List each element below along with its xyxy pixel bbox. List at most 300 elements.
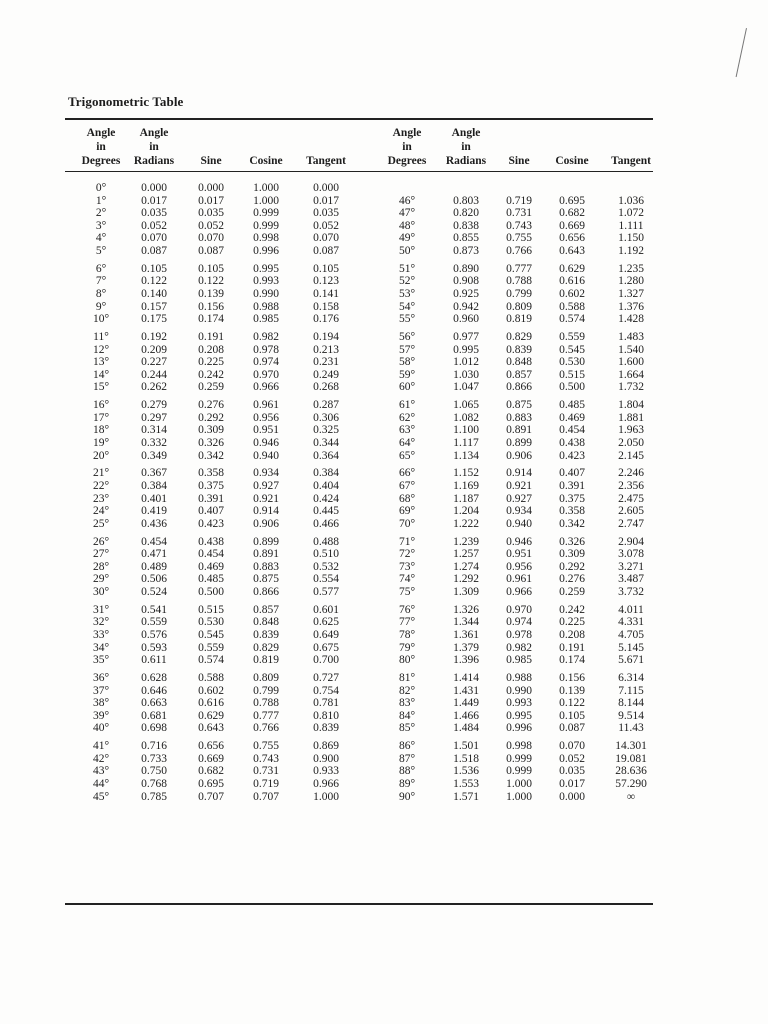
right-cell-r4-c2: 0.766 <box>506 245 532 257</box>
right-cell-r17-c0: 63° <box>398 424 416 437</box>
left-cell-r45-c2: 0.707 <box>198 790 224 803</box>
left-cell-r14-c1: 0.244 <box>141 368 167 381</box>
left-cell-r25-c1: 0.436 <box>141 517 167 530</box>
left-cell-r6-c0: 6° <box>95 262 107 275</box>
left-header-1-line: in <box>149 141 159 153</box>
left-cell-r14-c4: 0.249 <box>313 368 339 381</box>
right-cell-r35-c0: 81° <box>398 672 416 684</box>
left-cell-r8-c1: 0.140 <box>141 288 167 300</box>
right-cell-r41-c2: 0.999 <box>506 752 532 765</box>
right-cell-r5-c3: 0.629 <box>559 262 585 275</box>
left-cell-r24-c0: 24° <box>92 505 110 518</box>
left-cell-r10-c1: 0.175 <box>141 313 167 326</box>
right-cell-r4-c1: 0.873 <box>453 245 479 257</box>
left-cell-r21-c1: 0.367 <box>141 467 167 480</box>
right-cell-r41-c3: 0.052 <box>559 752 585 765</box>
right-cell-r7-c4: 1.327 <box>618 288 644 300</box>
left-cell-r17-c4: 0.306 <box>313 411 339 424</box>
left-cell-r4-c3: 0.998 <box>253 232 279 245</box>
left-cell-r29-c3: 0.875 <box>253 573 279 586</box>
left-cell-r18-c4: 0.325 <box>313 424 339 437</box>
left-header-0-line: Degrees <box>81 155 121 167</box>
right-cell-r38-c4: 9.514 <box>618 709 644 722</box>
left-cell-r41-c3: 0.755 <box>253 740 279 753</box>
left-cell-r38-c3: 0.788 <box>253 697 279 710</box>
left-cell-r45-c0: 45° <box>92 790 110 803</box>
right-cell-r24-c1: 1.222 <box>453 517 479 530</box>
left-cell-r5-c4: 0.087 <box>313 245 339 257</box>
left-cell-r31-c0: 31° <box>92 603 110 616</box>
right-cell-r44-c4: ∞ <box>626 790 636 803</box>
right-cell-r34-c0: 80° <box>398 654 416 667</box>
left-cell-r2-c3: 0.999 <box>253 207 279 220</box>
left-cell-r23-c4: 0.424 <box>313 492 339 505</box>
right-cell-r0-c4: 1.036 <box>618 194 644 207</box>
right-cell-r23-c4: 2.605 <box>618 505 644 518</box>
left-cell-r37-c1: 0.646 <box>141 684 167 697</box>
bottom-rule <box>65 903 653 905</box>
left-cell-r30-c1: 0.524 <box>141 586 167 598</box>
left-cell-r34-c3: 0.829 <box>253 641 279 654</box>
left-cell-r30-c0: 30° <box>92 586 110 598</box>
left-cell-r31-c1: 0.541 <box>141 603 167 616</box>
left-cell-r32-c4: 0.625 <box>313 616 339 629</box>
right-cell-r25-c3: 0.326 <box>559 535 585 548</box>
right-cell-r18-c4: 2.050 <box>618 437 644 449</box>
left-cell-r15-c0: 15° <box>92 381 110 394</box>
left-header-0 <box>71 126 131 168</box>
left-cell-r13-c4: 0.231 <box>313 356 339 369</box>
left-cell-r5-c0: 5° <box>95 245 107 257</box>
right-cell-r2-c1: 0.838 <box>453 219 479 232</box>
left-cell-r31-c3: 0.857 <box>253 603 279 616</box>
right-cell-r34-c1: 1.396 <box>453 654 479 667</box>
left-cell-r9-c4: 0.158 <box>313 300 339 313</box>
left-cell-r12-c0: 12° <box>92 343 110 356</box>
right-cell-r9-c0: 55° <box>398 313 416 326</box>
right-cell-r19-c1: 1.134 <box>453 449 479 462</box>
right-cell-r44-c1: 1.571 <box>453 790 479 803</box>
right-cell-r24-c2: 0.940 <box>506 517 532 530</box>
right-cell-r19-c4: 2.145 <box>618 449 644 462</box>
right-cell-r26-c0: 72° <box>398 548 416 561</box>
right-cell-r39-c1: 1.484 <box>453 722 479 735</box>
right-cell-r37-c3: 0.122 <box>559 697 585 710</box>
right-cell-r35-c4: 6.314 <box>618 672 644 684</box>
left-cell-r45-c3: 0.707 <box>253 790 279 803</box>
right-cell-r18-c1: 1.117 <box>453 437 479 449</box>
left-cell-r1-c2: 0.017 <box>198 194 224 207</box>
left-cell-r12-c3: 0.978 <box>253 343 279 356</box>
left-cell-r44-c0: 44° <box>92 778 110 790</box>
right-cell-r20-c0: 66° <box>398 467 416 480</box>
left-cell-r37-c4: 0.754 <box>313 684 339 697</box>
left-cell-r20-c2: 0.342 <box>198 449 224 462</box>
header-rule <box>65 171 653 172</box>
left-cell-r3-c1: 0.052 <box>141 219 167 232</box>
left-cell-r39-c1: 0.681 <box>141 709 167 722</box>
right-cell-r26-c2: 0.951 <box>506 548 532 561</box>
right-cell-r36-c1: 1.431 <box>453 684 479 697</box>
left-cell-r5-c3: 0.996 <box>253 245 279 257</box>
left-cell-r1-c4: 0.017 <box>313 194 339 207</box>
left-cell-r15-c4: 0.268 <box>313 381 339 394</box>
left-cell-r14-c3: 0.970 <box>253 368 279 381</box>
right-cell-r40-c3: 0.070 <box>559 740 585 753</box>
left-cell-r34-c2: 0.559 <box>198 641 224 654</box>
right-cell-r9-c2: 0.819 <box>506 313 532 326</box>
right-cell-r7-c3: 0.602 <box>559 288 585 300</box>
right-cell-r21-c1: 1.169 <box>453 480 479 492</box>
left-cell-r11-c0: 11° <box>93 331 109 343</box>
left-cell-r41-c1: 0.716 <box>141 740 167 753</box>
left-cell-r23-c0: 23° <box>92 492 110 505</box>
right-cell-r35-c3: 0.156 <box>559 672 585 684</box>
left-cell-r37-c2: 0.602 <box>198 684 224 697</box>
right-cell-r3-c3: 0.656 <box>559 232 585 245</box>
left-cell-r0-c1: 0.000 <box>141 182 167 194</box>
right-cell-r31-c0: 77° <box>398 616 416 629</box>
left-cell-r15-c3: 0.966 <box>253 381 279 394</box>
right-cell-r30-c0: 76° <box>398 603 416 616</box>
left-cell-r44-c2: 0.695 <box>198 778 224 790</box>
right-cell-r19-c3: 0.423 <box>559 449 585 462</box>
left-cell-r36-c1: 0.628 <box>141 672 167 684</box>
left-header-0-line: in <box>96 141 106 153</box>
right-cell-r37-c4: 8.144 <box>618 697 644 710</box>
left-cell-r0-c0: 0° <box>95 182 107 194</box>
right-header-1 <box>438 126 494 168</box>
left-cell-r27-c4: 0.510 <box>313 548 339 561</box>
right-cell-r3-c1: 0.855 <box>453 232 479 245</box>
right-cell-r30-c2: 0.970 <box>506 603 532 616</box>
right-cell-r12-c1: 1.012 <box>453 356 479 369</box>
right-cell-r2-c2: 0.743 <box>506 219 532 232</box>
right-header-4 <box>603 154 659 168</box>
left-cell-r35-c1: 0.611 <box>141 654 167 667</box>
left-cell-r12-c2: 0.208 <box>198 343 224 356</box>
right-cell-r35-c2: 0.988 <box>506 672 532 684</box>
left-cell-r16-c2: 0.276 <box>198 399 224 412</box>
right-cell-r26-c3: 0.309 <box>559 548 585 561</box>
right-cell-r31-c1: 1.344 <box>453 616 479 629</box>
left-cell-r7-c4: 0.123 <box>313 275 339 288</box>
right-cell-r7-c0: 53° <box>398 288 416 300</box>
right-cell-r33-c0: 79° <box>398 641 416 654</box>
left-cell-r36-c0: 36° <box>92 672 110 684</box>
right-cell-r16-c3: 0.469 <box>559 411 585 424</box>
right-cell-r24-c4: 2.747 <box>618 517 644 530</box>
left-cell-r21-c3: 0.934 <box>253 467 279 480</box>
left-cell-r43-c4: 0.933 <box>313 765 339 778</box>
right-cell-r27-c3: 0.292 <box>559 560 585 573</box>
right-cell-r33-c4: 5.145 <box>618 641 644 654</box>
left-cell-r21-c2: 0.358 <box>198 467 224 480</box>
right-cell-r21-c3: 0.391 <box>559 480 585 492</box>
left-header-1 <box>126 126 182 168</box>
right-cell-r42-c4: 28.636 <box>615 765 647 778</box>
left-cell-r7-c1: 0.122 <box>141 275 167 288</box>
left-cell-r17-c3: 0.956 <box>253 411 279 424</box>
left-cell-r2-c4: 0.035 <box>313 207 339 220</box>
right-cell-r22-c2: 0.927 <box>506 492 532 505</box>
right-cell-r26-c4: 3.078 <box>618 548 644 561</box>
left-header-3-line: Cosine <box>249 155 283 167</box>
right-cell-r38-c3: 0.105 <box>559 709 585 722</box>
right-cell-r16-c4: 1.881 <box>618 411 644 424</box>
left-cell-r8-c2: 0.139 <box>198 288 224 300</box>
right-cell-r25-c0: 71° <box>398 535 416 548</box>
left-cell-r4-c0: 4° <box>95 232 107 245</box>
right-header-0 <box>377 126 437 168</box>
left-cell-r10-c3: 0.985 <box>253 313 279 326</box>
left-cell-r26-c4: 0.488 <box>313 535 339 548</box>
right-cell-r34-c4: 5.671 <box>618 654 644 667</box>
right-cell-r41-c0: 87° <box>398 752 416 765</box>
top-rule <box>65 118 653 120</box>
left-cell-r23-c3: 0.921 <box>253 492 279 505</box>
right-cell-r19-c0: 65° <box>398 449 416 462</box>
left-cell-r13-c2: 0.225 <box>198 356 224 369</box>
left-header-0-line: Angle <box>86 127 116 139</box>
right-cell-r43-c1: 1.553 <box>453 778 479 790</box>
right-cell-r15-c1: 1.065 <box>453 399 479 412</box>
right-cell-r4-c4: 1.192 <box>618 245 644 257</box>
right-cell-r32-c2: 0.978 <box>506 629 532 641</box>
left-cell-r13-c3: 0.974 <box>253 356 279 369</box>
right-cell-r15-c4: 1.804 <box>618 399 644 412</box>
right-cell-r33-c3: 0.191 <box>559 641 585 654</box>
right-cell-r3-c2: 0.755 <box>506 232 532 245</box>
right-cell-r21-c4: 2.356 <box>618 480 644 492</box>
left-cell-r29-c4: 0.554 <box>313 573 339 586</box>
right-cell-r2-c0: 48° <box>398 219 416 232</box>
right-cell-r27-c2: 0.956 <box>506 560 532 573</box>
left-cell-r40-c0: 40° <box>92 722 110 735</box>
left-cell-r25-c4: 0.466 <box>313 517 339 530</box>
left-cell-r24-c4: 0.445 <box>313 505 339 518</box>
left-cell-r40-c3: 0.766 <box>253 722 279 735</box>
left-cell-r4-c1: 0.070 <box>141 232 167 245</box>
left-cell-r16-c1: 0.279 <box>141 399 167 412</box>
left-cell-r26-c2: 0.438 <box>198 535 224 548</box>
right-cell-r1-c2: 0.731 <box>506 207 532 220</box>
left-cell-r20-c4: 0.364 <box>313 449 339 462</box>
right-cell-r43-c0: 89° <box>398 778 416 790</box>
left-cell-r3-c4: 0.052 <box>313 219 339 232</box>
left-cell-r19-c0: 19° <box>92 437 110 449</box>
right-cell-r13-c2: 0.857 <box>506 368 532 381</box>
left-cell-r25-c3: 0.906 <box>253 517 279 530</box>
right-cell-r20-c2: 0.914 <box>506 467 532 480</box>
left-cell-r11-c2: 0.191 <box>198 331 224 343</box>
left-cell-r4-c2: 0.070 <box>198 232 224 245</box>
left-cell-r44-c3: 0.719 <box>253 778 279 790</box>
right-cell-r29-c3: 0.259 <box>559 586 585 598</box>
left-cell-r11-c1: 0.192 <box>141 331 167 343</box>
right-cell-r10-c0: 56° <box>398 331 416 343</box>
left-cell-r19-c1: 0.332 <box>141 437 167 449</box>
right-cell-r41-c4: 19.081 <box>615 752 647 765</box>
left-cell-r35-c4: 0.700 <box>313 654 339 667</box>
left-cell-r24-c3: 0.914 <box>253 505 279 518</box>
left-cell-r28-c2: 0.469 <box>198 560 224 573</box>
right-cell-r38-c0: 84° <box>398 709 416 722</box>
left-cell-r28-c4: 0.532 <box>313 560 339 573</box>
right-cell-r6-c3: 0.616 <box>559 275 585 288</box>
left-cell-r25-c0: 25° <box>92 517 110 530</box>
right-cell-r16-c0: 62° <box>398 411 416 424</box>
right-header-3-line: Cosine <box>555 155 589 167</box>
right-cell-r41-c1: 1.518 <box>453 752 479 765</box>
right-cell-r5-c0: 51° <box>398 262 416 275</box>
left-cell-r17-c2: 0.292 <box>198 411 224 424</box>
left-cell-r5-c1: 0.087 <box>141 245 167 257</box>
right-cell-r0-c2: 0.719 <box>506 194 532 207</box>
left-cell-r41-c2: 0.656 <box>198 740 224 753</box>
left-cell-r22-c2: 0.375 <box>198 480 224 492</box>
left-cell-r7-c3: 0.993 <box>253 275 279 288</box>
left-cell-r4-c4: 0.070 <box>313 232 339 245</box>
right-cell-r8-c4: 1.376 <box>618 300 644 313</box>
left-cell-r42-c0: 42° <box>92 752 110 765</box>
right-cell-r23-c0: 69° <box>398 505 416 518</box>
right-cell-r38-c1: 1.466 <box>453 709 479 722</box>
left-cell-r20-c3: 0.940 <box>253 449 279 462</box>
left-cell-r1-c3: 1.000 <box>253 194 279 207</box>
left-cell-r0-c2: 0.000 <box>198 182 224 194</box>
left-cell-r41-c4: 0.869 <box>313 740 339 753</box>
right-cell-r39-c0: 85° <box>398 722 416 735</box>
left-cell-r32-c3: 0.848 <box>253 616 279 629</box>
left-cell-r38-c2: 0.616 <box>198 697 224 710</box>
right-cell-r10-c3: 0.559 <box>559 331 585 343</box>
left-cell-r18-c0: 18° <box>92 424 110 437</box>
left-cell-r10-c0: 10° <box>92 313 110 326</box>
left-cell-r26-c1: 0.454 <box>141 535 167 548</box>
right-header-2 <box>496 154 542 168</box>
right-cell-r28-c3: 0.276 <box>559 573 585 586</box>
right-cell-r40-c0: 86° <box>398 740 416 753</box>
left-cell-r28-c3: 0.883 <box>253 560 279 573</box>
right-cell-r7-c1: 0.925 <box>453 288 479 300</box>
left-cell-r24-c1: 0.419 <box>141 505 167 518</box>
right-cell-r25-c4: 2.904 <box>618 535 644 548</box>
right-cell-r28-c4: 3.487 <box>618 573 644 586</box>
right-cell-r11-c1: 0.995 <box>453 343 479 356</box>
left-cell-r8-c0: 8° <box>95 288 107 300</box>
right-cell-r6-c4: 1.280 <box>618 275 644 288</box>
left-cell-r6-c2: 0.105 <box>198 262 224 275</box>
right-cell-r5-c4: 1.235 <box>618 262 644 275</box>
left-cell-r2-c2: 0.035 <box>198 207 224 220</box>
right-cell-r21-c2: 0.921 <box>506 480 532 492</box>
left-cell-r40-c4: 0.839 <box>313 722 339 735</box>
right-cell-r37-c2: 0.993 <box>506 697 532 710</box>
left-cell-r35-c0: 35° <box>92 654 110 667</box>
right-cell-r22-c3: 0.375 <box>559 492 585 505</box>
left-cell-r29-c1: 0.506 <box>141 573 167 586</box>
left-cell-r41-c0: 41° <box>92 740 110 753</box>
right-cell-r22-c0: 68° <box>398 492 416 505</box>
left-cell-r38-c4: 0.781 <box>313 697 339 710</box>
left-cell-r6-c4: 0.105 <box>313 262 339 275</box>
right-cell-r40-c1: 1.501 <box>453 740 479 753</box>
right-cell-r28-c2: 0.961 <box>506 573 532 586</box>
right-cell-r39-c3: 0.087 <box>559 722 585 735</box>
right-cell-r29-c2: 0.966 <box>506 586 532 598</box>
left-cell-r44-c1: 0.768 <box>141 778 167 790</box>
left-cell-r8-c4: 0.141 <box>313 288 339 300</box>
left-cell-r25-c2: 0.423 <box>198 517 224 530</box>
left-header-4-line: Tangent <box>306 155 346 167</box>
right-cell-r23-c2: 0.934 <box>506 505 532 518</box>
left-cell-r19-c3: 0.946 <box>253 437 279 449</box>
left-cell-r33-c3: 0.839 <box>253 629 279 641</box>
left-cell-r8-c3: 0.990 <box>253 288 279 300</box>
left-cell-r7-c2: 0.122 <box>198 275 224 288</box>
left-cell-r42-c3: 0.743 <box>253 752 279 765</box>
right-cell-r38-c2: 0.995 <box>506 709 532 722</box>
left-cell-r9-c2: 0.156 <box>198 300 224 313</box>
right-cell-r44-c2: 1.000 <box>506 790 532 803</box>
right-cell-r12-c2: 0.848 <box>506 356 532 369</box>
left-cell-r39-c0: 39° <box>92 709 110 722</box>
left-cell-r22-c3: 0.927 <box>253 480 279 492</box>
left-cell-r20-c0: 20° <box>92 449 110 462</box>
right-cell-r29-c0: 75° <box>398 586 416 598</box>
left-cell-r38-c1: 0.663 <box>141 697 167 710</box>
left-header-2 <box>188 154 234 168</box>
left-cell-r29-c2: 0.485 <box>198 573 224 586</box>
right-cell-r42-c1: 1.536 <box>453 765 479 778</box>
right-cell-r34-c3: 0.174 <box>559 654 585 667</box>
left-cell-r33-c1: 0.576 <box>141 629 167 641</box>
left-cell-r15-c2: 0.259 <box>198 381 224 394</box>
right-cell-r3-c0: 49° <box>398 232 416 245</box>
right-cell-r37-c0: 83° <box>398 697 416 710</box>
left-cell-r36-c3: 0.809 <box>253 672 279 684</box>
right-cell-r14-c4: 1.732 <box>618 381 644 394</box>
left-cell-r32-c0: 32° <box>92 616 110 629</box>
right-cell-r42-c2: 0.999 <box>506 765 532 778</box>
right-cell-r44-c0: 90° <box>398 790 416 803</box>
right-cell-r36-c3: 0.139 <box>559 684 585 697</box>
right-cell-r2-c4: 1.111 <box>618 219 644 232</box>
right-cell-r30-c3: 0.242 <box>559 603 585 616</box>
right-cell-r6-c2: 0.788 <box>506 275 532 288</box>
right-header-0-line: in <box>402 141 412 153</box>
left-cell-r17-c0: 17° <box>92 411 110 424</box>
right-cell-r18-c3: 0.438 <box>559 437 585 449</box>
right-cell-r9-c4: 1.428 <box>618 313 644 326</box>
right-cell-r18-c2: 0.899 <box>506 437 532 449</box>
right-cell-r33-c1: 1.379 <box>453 641 479 654</box>
left-header-4 <box>298 154 354 168</box>
right-cell-r14-c3: 0.500 <box>559 381 585 394</box>
left-cell-r44-c4: 0.966 <box>313 778 339 790</box>
right-cell-r32-c3: 0.208 <box>559 629 585 641</box>
left-cell-r43-c3: 0.731 <box>253 765 279 778</box>
right-cell-r11-c0: 57° <box>398 343 416 356</box>
left-cell-r39-c4: 0.810 <box>313 709 339 722</box>
left-cell-r18-c2: 0.309 <box>198 424 224 437</box>
left-header-1-line: Radians <box>133 155 175 167</box>
left-cell-r37-c3: 0.799 <box>253 684 279 697</box>
right-cell-r11-c3: 0.545 <box>559 343 585 356</box>
right-cell-r42-c0: 88° <box>398 765 416 778</box>
right-cell-r24-c3: 0.342 <box>559 517 585 530</box>
